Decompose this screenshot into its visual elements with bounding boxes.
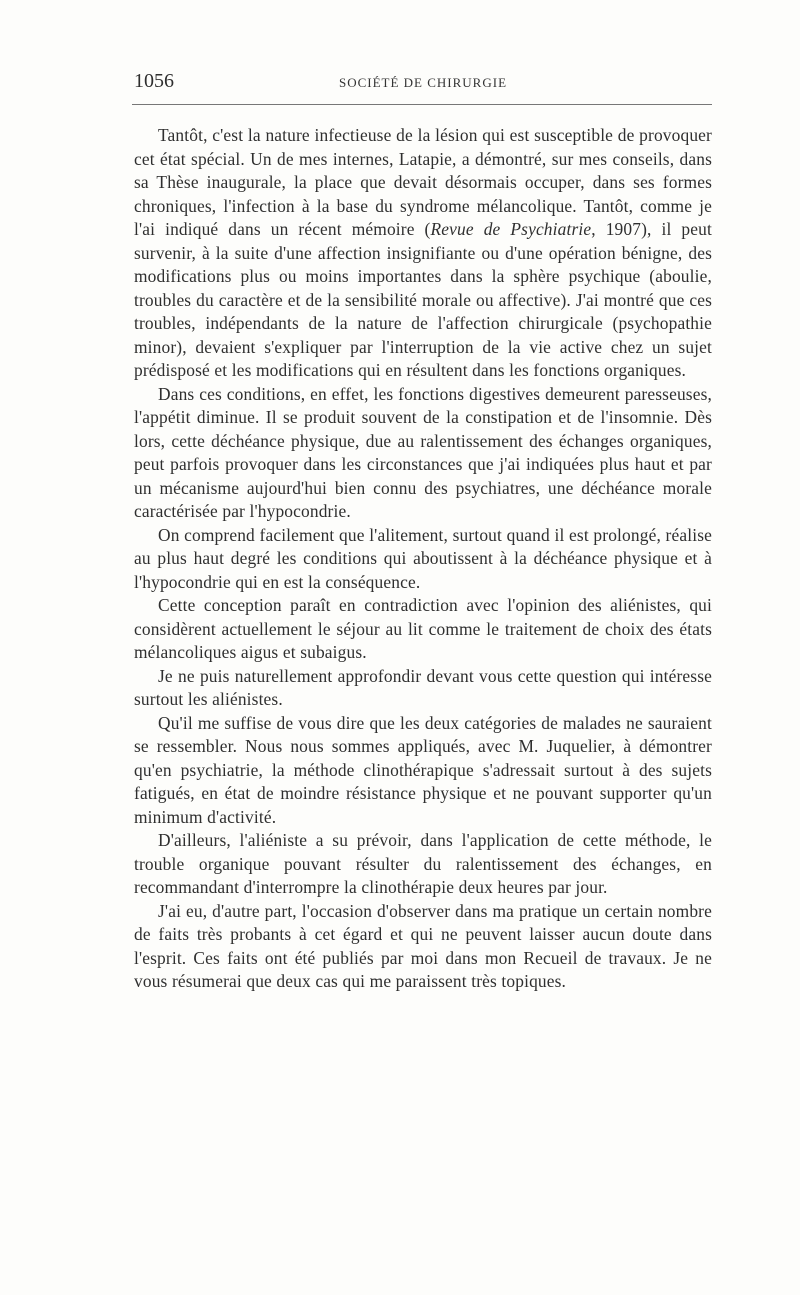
page-number: 1056	[134, 70, 174, 92]
journal-citation: Revue de Psychiatrie	[430, 219, 592, 239]
page-header	[134, 70, 712, 100]
paragraph: Qu'il me suffise de vous dire que les deux catégories de malades ne sauraient se ressembler. Nous nous sommes appliqués, avec M. Juquelier, à démontrer qu'en psychiatrie, la méthode clinothérapique s'adressait surtout à des sujets fatigués, en état de moindre résistance physique et ne pouvant supporter qu'un minimum d'activité.	[134, 712, 712, 827]
body-text	[134, 124, 712, 994]
paragraph: Dans ces conditions, en effet, les fonctions digestives demeurent paresseuses, l'appétit diminue. Il se produit souvent de la constipation et de l'insomnie. Dès lors, cette déchéance physique, due au ralentissement des échanges organiques, peut parfois provoquer dans les circonstances que j'ai indiquées plus haut et par un mécanisme aujourd'hui bien connu des psychiatres, une déchéance morale caractérisée par l'hypocondrie.	[134, 383, 712, 521]
running-head: SOCIÉTÉ DE CHIRURGIE	[338, 75, 508, 90]
paragraph	[134, 124, 712, 383]
paragraph: Cette conception paraît en contradiction avec l'opinion des aliénistes, qui considèrent actuellement le séjour au lit comme le traitement de choix des états mélancoliques aigus et subaigus.	[134, 595, 712, 662]
paragraph: On comprend facilement que l'alitement, surtout quand il est prolongé, réalise au plus haut degré les conditions qui aboutissent à la déchéance physique et à l'hypocondrie qui en est la conséquence.	[134, 524, 712, 592]
header-rule	[132, 104, 712, 105]
paragraph: J'ai eu, d'autre part, l'occasion d'observer dans ma pratique un certain nombre de faits très probants à cet égard et qui ne peuvent laisser aucun doute dans l'esprit. Ces faits ont été publiés par moi dans mon Recueil de travaux. Je ne vous résumerai que deux cas qui me paraissent très topiques.	[134, 900, 712, 991]
paragraph: D'ailleurs, l'aliéniste a su prévoir, dans l'application de cette méthode, le trouble organique pouvant résulter du ralentissement des échanges, en recommandant d'interrompre la clinothérapie deux heures par jour.	[134, 830, 712, 897]
paragraph: Je ne puis naturellement approfondir devant vous cette question qui intéresse surtout les aliénistes.	[134, 665, 712, 709]
paragraph-text: , 1907), il peut survenir, à la suite d'une affection insignifiante ou d'une opération bénigne, des modifications plus ou moins importantes dans la sphère psychique (aboulie, troubles du caractère et de la sensibilité morale ou affective). J'ai montré que ces troubles, indépendants de la nature de l'affection chirurgicale (psychopathie minor), devaient s'expliquer par l'interruption de la vie active chez un sujet prédisposé et les modifications qui en résultent dans les fonctions organiques.	[134, 219, 712, 380]
paragraph-text: Tantôt, c'est la nature infectieuse de la lésion qui est susceptible de provoquer cet état spécial. Un de mes internes, Latapie, a démontré, sur mes conseils, dans sa Thèse inaugurale, la place que devait désormais occuper, dans ses formes chroniques, l'infection à la base du syndrome mélancolique. Tantôt, comme je l'ai indiqué dans un récent mémoire (	[134, 125, 712, 239]
